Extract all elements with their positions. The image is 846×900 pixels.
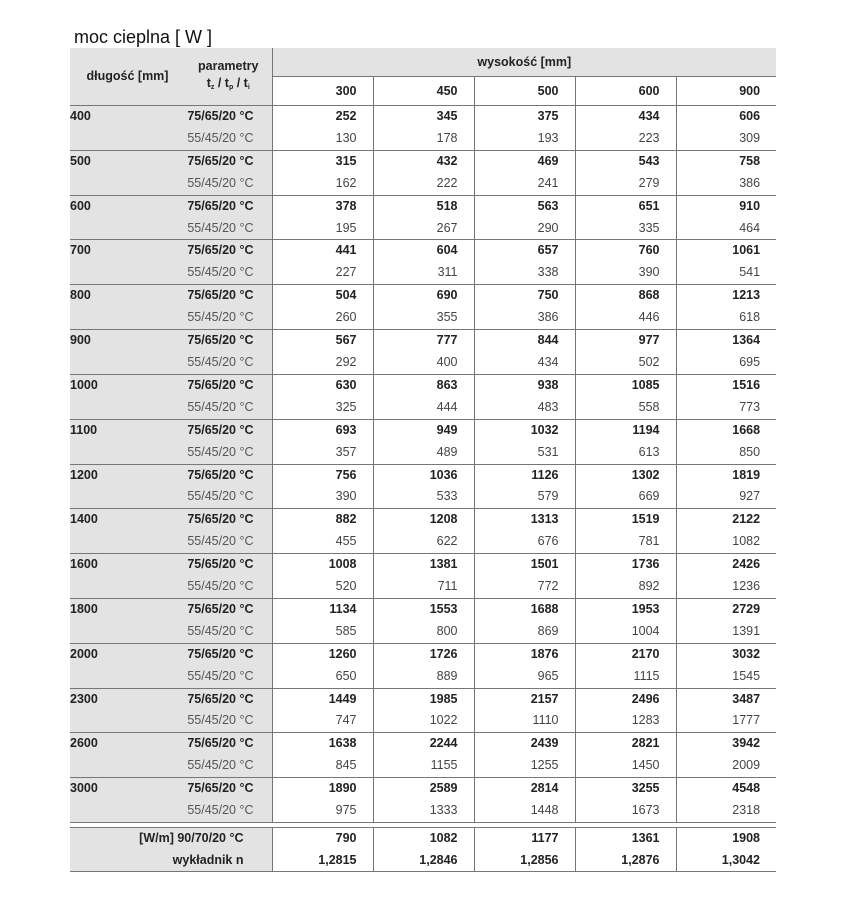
value-cell: 2426 xyxy=(676,554,776,576)
summary-row xyxy=(70,828,776,850)
value-cell: 1673 xyxy=(575,800,676,822)
value-cell: 2170 xyxy=(575,643,676,665)
value-cell: 1668 xyxy=(676,419,776,441)
param-cell: 55/45/20 °C xyxy=(185,576,272,598)
param-cell: 75/65/20 °C xyxy=(185,374,272,396)
table-body xyxy=(70,48,776,823)
value-cell: 2496 xyxy=(575,688,676,710)
value-cell: 1022 xyxy=(373,710,474,732)
value-cell: 241 xyxy=(474,173,575,195)
value-cell: 669 xyxy=(575,486,676,508)
height-450: 450 xyxy=(373,77,474,106)
value-cell: 772 xyxy=(474,576,575,598)
table-row xyxy=(70,733,776,755)
value-cell: 1501 xyxy=(474,554,575,576)
value-cell: 750 xyxy=(474,285,575,307)
value-cell: 938 xyxy=(474,374,575,396)
value-cell: 1115 xyxy=(575,666,676,688)
value-cell: 1110 xyxy=(474,710,575,732)
value-cell: 693 xyxy=(272,419,373,441)
value-cell: 949 xyxy=(373,419,474,441)
value-cell: 975 xyxy=(272,800,373,822)
value-cell: 520 xyxy=(272,576,373,598)
value-cell: 355 xyxy=(373,307,474,329)
value-cell: 434 xyxy=(575,106,676,128)
value-cell: 3487 xyxy=(676,688,776,710)
table-row xyxy=(70,554,776,576)
header-row xyxy=(70,48,776,77)
value-cell: 1283 xyxy=(575,710,676,732)
value-cell: 1208 xyxy=(373,509,474,531)
value-cell: 441 xyxy=(272,240,373,262)
value-cell: 1688 xyxy=(474,598,575,620)
value-cell: 585 xyxy=(272,621,373,643)
value-cell: 2157 xyxy=(474,688,575,710)
value-cell: 1450 xyxy=(575,755,676,777)
value-cell: 965 xyxy=(474,666,575,688)
length-header: długość [mm] xyxy=(70,48,185,106)
value-cell: 567 xyxy=(272,330,373,352)
params-header-label: parametry xyxy=(198,59,259,73)
value-cell: 844 xyxy=(474,330,575,352)
value-cell: 292 xyxy=(272,352,373,374)
height-600: 600 xyxy=(575,77,676,106)
value-cell: 2589 xyxy=(373,778,474,800)
value-cell: 267 xyxy=(373,218,474,240)
value-cell: 2729 xyxy=(676,598,776,620)
value-cell: 927 xyxy=(676,486,776,508)
param-cell: 75/65/20 °C xyxy=(185,330,272,352)
value-cell: 892 xyxy=(575,576,676,598)
table-row xyxy=(70,419,776,441)
value-cell: 781 xyxy=(575,531,676,553)
value-cell: 850 xyxy=(676,442,776,464)
value-cell: 386 xyxy=(676,173,776,195)
value-cell: 845 xyxy=(272,755,373,777)
table-row xyxy=(70,464,776,486)
value-cell: 1391 xyxy=(676,621,776,643)
value-cell: 1953 xyxy=(575,598,676,620)
summary-value: 1082 xyxy=(373,828,474,850)
summary-value: 1,2856 xyxy=(474,850,575,872)
param-cell: 55/45/20 °C xyxy=(185,218,272,240)
value-cell: 2439 xyxy=(474,733,575,755)
value-cell: 504 xyxy=(272,285,373,307)
value-cell: 223 xyxy=(575,128,676,150)
param-cell: 55/45/20 °C xyxy=(185,173,272,195)
value-cell: 777 xyxy=(373,330,474,352)
table-row xyxy=(70,688,776,710)
length-cell: 1100 xyxy=(70,419,185,464)
value-cell: 178 xyxy=(373,128,474,150)
value-cell: 773 xyxy=(676,397,776,419)
summary-value: 1177 xyxy=(474,828,575,850)
value-cell: 1236 xyxy=(676,576,776,598)
value-cell: 2122 xyxy=(676,509,776,531)
length-cell: 600 xyxy=(70,195,185,240)
value-cell: 390 xyxy=(272,486,373,508)
summary-body xyxy=(70,828,776,872)
value-cell: 1194 xyxy=(575,419,676,441)
value-cell: 1777 xyxy=(676,710,776,732)
param-cell: 75/65/20 °C xyxy=(185,464,272,486)
value-cell: 1004 xyxy=(575,621,676,643)
summary-value: 790 xyxy=(272,828,373,850)
value-cell: 869 xyxy=(474,621,575,643)
value-cell: 630 xyxy=(272,374,373,396)
table-row xyxy=(70,150,776,172)
param-cell: 75/65/20 °C xyxy=(185,688,272,710)
param-cell: 55/45/20 °C xyxy=(185,486,272,508)
value-cell: 1516 xyxy=(676,374,776,396)
value-cell: 543 xyxy=(575,150,676,172)
param-cell: 75/65/20 °C xyxy=(185,285,272,307)
param-cell: 75/65/20 °C xyxy=(185,778,272,800)
length-cell: 800 xyxy=(70,285,185,330)
value-cell: 613 xyxy=(575,442,676,464)
length-cell: 1000 xyxy=(70,374,185,419)
value-cell: 378 xyxy=(272,195,373,217)
value-cell: 579 xyxy=(474,486,575,508)
length-cell: 500 xyxy=(70,150,185,195)
value-cell: 1333 xyxy=(373,800,474,822)
value-cell: 3032 xyxy=(676,643,776,665)
param-cell: 55/45/20 °C xyxy=(185,128,272,150)
value-cell: 882 xyxy=(272,509,373,531)
length-cell: 2300 xyxy=(70,688,185,733)
summary-value: 1908 xyxy=(676,828,776,850)
value-cell: 1085 xyxy=(575,374,676,396)
value-cell: 1155 xyxy=(373,755,474,777)
summary-table xyxy=(70,827,776,872)
value-cell: 1638 xyxy=(272,733,373,755)
value-cell: 558 xyxy=(575,397,676,419)
value-cell: 657 xyxy=(474,240,575,262)
value-cell: 469 xyxy=(474,150,575,172)
value-cell: 260 xyxy=(272,307,373,329)
value-cell: 444 xyxy=(373,397,474,419)
value-cell: 695 xyxy=(676,352,776,374)
value-cell: 650 xyxy=(272,666,373,688)
param-cell: 55/45/20 °C xyxy=(185,262,272,284)
value-cell: 1364 xyxy=(676,330,776,352)
param-cell: 75/65/20 °C xyxy=(185,643,272,665)
value-cell: 1255 xyxy=(474,755,575,777)
param-cell: 55/45/20 °C xyxy=(185,710,272,732)
param-cell: 55/45/20 °C xyxy=(185,442,272,464)
param-cell: 55/45/20 °C xyxy=(185,307,272,329)
table-row xyxy=(70,195,776,217)
value-cell: 531 xyxy=(474,442,575,464)
param-cell: 55/45/20 °C xyxy=(185,800,272,822)
value-cell: 455 xyxy=(272,531,373,553)
summary-value: 1361 xyxy=(575,828,676,850)
param-cell: 55/45/20 °C xyxy=(185,531,272,553)
param-cell: 55/45/20 °C xyxy=(185,666,272,688)
value-cell: 464 xyxy=(676,218,776,240)
value-cell: 252 xyxy=(272,106,373,128)
summary-value: 1,2846 xyxy=(373,850,474,872)
param-cell: 55/45/20 °C xyxy=(185,621,272,643)
value-cell: 533 xyxy=(373,486,474,508)
value-cell: 2009 xyxy=(676,755,776,777)
value-cell: 1134 xyxy=(272,598,373,620)
value-cell: 400 xyxy=(373,352,474,374)
value-cell: 800 xyxy=(373,621,474,643)
summary-label: wykładnik n xyxy=(70,850,272,872)
length-cell: 700 xyxy=(70,240,185,285)
value-cell: 651 xyxy=(575,195,676,217)
summary-value: 1,2815 xyxy=(272,850,373,872)
value-cell: 1890 xyxy=(272,778,373,800)
value-cell: 606 xyxy=(676,106,776,128)
value-cell: 1126 xyxy=(474,464,575,486)
value-cell: 386 xyxy=(474,307,575,329)
params-header-formula: $t_z / t_p / t_i$ xyxy=(206,76,250,91)
value-cell: 1008 xyxy=(272,554,373,576)
value-cell: 309 xyxy=(676,128,776,150)
value-cell: 1260 xyxy=(272,643,373,665)
length-cell: 400 xyxy=(70,106,185,151)
value-cell: 195 xyxy=(272,218,373,240)
value-cell: 604 xyxy=(373,240,474,262)
value-cell: 1819 xyxy=(676,464,776,486)
param-cell: 55/45/20 °C xyxy=(185,397,272,419)
height-900: 900 xyxy=(676,77,776,106)
value-cell: 390 xyxy=(575,262,676,284)
value-cell: 4548 xyxy=(676,778,776,800)
param-cell: 75/65/20 °C xyxy=(185,195,272,217)
param-cell: 75/65/20 °C xyxy=(185,733,272,755)
value-cell: 3255 xyxy=(575,778,676,800)
param-cell: 75/65/20 °C xyxy=(185,509,272,531)
value-cell: 563 xyxy=(474,195,575,217)
value-cell: 1449 xyxy=(272,688,373,710)
param-cell: 75/65/20 °C xyxy=(185,598,272,620)
value-cell: 863 xyxy=(373,374,474,396)
value-cell: 518 xyxy=(373,195,474,217)
value-cell: 977 xyxy=(575,330,676,352)
heat-output-table xyxy=(70,48,776,823)
param-cell: 75/65/20 °C xyxy=(185,419,272,441)
value-cell: 446 xyxy=(575,307,676,329)
value-cell: 1381 xyxy=(373,554,474,576)
length-cell: 2000 xyxy=(70,643,185,688)
summary-label: [W/m] 90/70/20 °C xyxy=(70,828,272,850)
param-cell: 55/45/20 °C xyxy=(185,755,272,777)
height-500: 500 xyxy=(474,77,575,106)
value-cell: 3942 xyxy=(676,733,776,755)
value-cell: 357 xyxy=(272,442,373,464)
length-cell: 2600 xyxy=(70,733,185,778)
value-cell: 193 xyxy=(474,128,575,150)
param-cell: 75/65/20 °C xyxy=(185,240,272,262)
value-cell: 758 xyxy=(676,150,776,172)
value-cell: 227 xyxy=(272,262,373,284)
value-cell: 711 xyxy=(373,576,474,598)
value-cell: 130 xyxy=(272,128,373,150)
value-cell: 338 xyxy=(474,262,575,284)
value-cell: 1519 xyxy=(575,509,676,531)
table-row xyxy=(70,106,776,128)
value-cell: 1032 xyxy=(474,419,575,441)
value-cell: 2318 xyxy=(676,800,776,822)
value-cell: 1313 xyxy=(474,509,575,531)
value-cell: 1213 xyxy=(676,285,776,307)
value-cell: 1726 xyxy=(373,643,474,665)
table-row xyxy=(70,240,776,262)
value-cell: 1736 xyxy=(575,554,676,576)
value-cell: 1876 xyxy=(474,643,575,665)
value-cell: 2821 xyxy=(575,733,676,755)
length-cell: 1600 xyxy=(70,554,185,599)
table-row xyxy=(70,643,776,665)
value-cell: 432 xyxy=(373,150,474,172)
value-cell: 756 xyxy=(272,464,373,486)
value-cell: 345 xyxy=(373,106,474,128)
value-cell: 2244 xyxy=(373,733,474,755)
value-cell: 315 xyxy=(272,150,373,172)
value-cell: 483 xyxy=(474,397,575,419)
table-row xyxy=(70,374,776,396)
table-title: moc cieplna [ W ] xyxy=(74,27,213,47)
value-cell: 747 xyxy=(272,710,373,732)
value-cell: 1082 xyxy=(676,531,776,553)
height-header: wysokość [mm] xyxy=(272,48,776,77)
param-cell: 55/45/20 °C xyxy=(185,352,272,374)
value-cell: 1545 xyxy=(676,666,776,688)
summary-value: 1,3042 xyxy=(676,850,776,872)
value-cell: 889 xyxy=(373,666,474,688)
params-header xyxy=(185,48,272,106)
value-cell: 375 xyxy=(474,106,575,128)
length-cell: 1200 xyxy=(70,464,185,509)
value-cell: 676 xyxy=(474,531,575,553)
value-cell: 279 xyxy=(575,173,676,195)
value-cell: 325 xyxy=(272,397,373,419)
value-cell: 618 xyxy=(676,307,776,329)
table-row xyxy=(70,778,776,800)
length-cell: 1400 xyxy=(70,509,185,554)
summary-row xyxy=(70,850,776,872)
value-cell: 910 xyxy=(676,195,776,217)
value-cell: 311 xyxy=(373,262,474,284)
length-cell: 900 xyxy=(70,330,185,375)
value-cell: 1061 xyxy=(676,240,776,262)
length-cell: 1800 xyxy=(70,598,185,643)
param-cell: 75/65/20 °C xyxy=(185,150,272,172)
value-cell: 162 xyxy=(272,173,373,195)
value-cell: 290 xyxy=(474,218,575,240)
value-cell: 434 xyxy=(474,352,575,374)
value-cell: 1985 xyxy=(373,688,474,710)
param-cell: 75/65/20 °C xyxy=(185,106,272,128)
value-cell: 1553 xyxy=(373,598,474,620)
value-cell: 541 xyxy=(676,262,776,284)
table-row xyxy=(70,285,776,307)
value-cell: 690 xyxy=(373,285,474,307)
value-cell: 489 xyxy=(373,442,474,464)
value-cell: 222 xyxy=(373,173,474,195)
table-row xyxy=(70,598,776,620)
value-cell: 335 xyxy=(575,218,676,240)
value-cell: 760 xyxy=(575,240,676,262)
summary-value: 1,2876 xyxy=(575,850,676,872)
table-row xyxy=(70,509,776,531)
value-cell: 502 xyxy=(575,352,676,374)
param-cell: 75/65/20 °C xyxy=(185,554,272,576)
value-cell: 622 xyxy=(373,531,474,553)
value-cell: 1448 xyxy=(474,800,575,822)
table-row xyxy=(70,330,776,352)
length-cell: 3000 xyxy=(70,778,185,823)
value-cell: 1302 xyxy=(575,464,676,486)
value-cell: 1036 xyxy=(373,464,474,486)
value-cell: 2814 xyxy=(474,778,575,800)
value-cell: 868 xyxy=(575,285,676,307)
height-300: 300 xyxy=(272,77,373,106)
